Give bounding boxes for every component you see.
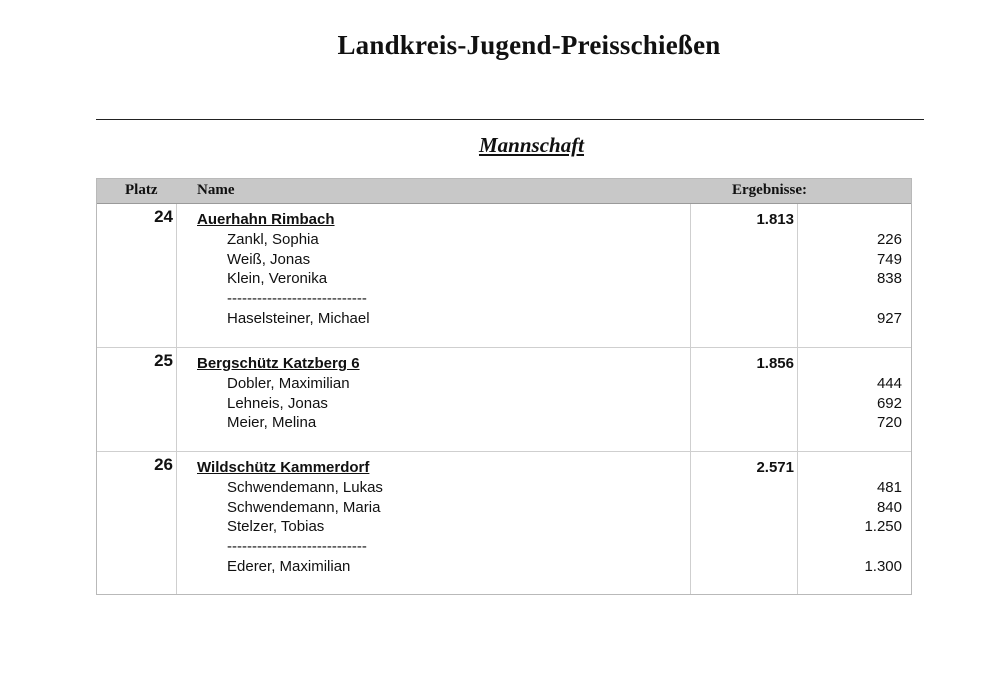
team-name: Auerhahn Rimbach [197,211,335,228]
team-group [97,204,911,348]
team-total: 2.571 [756,459,794,476]
team-total: 1.856 [756,355,794,372]
score-list [797,478,902,576]
section-title: Mannschaft [478,133,585,157]
score-list [797,230,902,328]
member-score: 927 [876,309,902,327]
member-score [797,289,902,309]
member-list [227,374,350,433]
member-name: Meier, Melina [227,414,317,432]
member-score: 692 [876,394,902,412]
header-ergebnisse: Ergebnisse: [732,182,807,198]
member-name: Stelzer, Tobias [227,518,325,536]
member-list [227,230,370,328]
team-place: 26 [154,455,173,474]
member-score: 1.300 [864,557,902,575]
header-platz: Platz [125,182,158,198]
member-score: 749 [876,250,902,268]
team-group [97,452,911,594]
member-name: Ederer, Maximilian [227,557,351,575]
member-name: Dobler, Maximilian [227,375,350,392]
member-score: 226 [876,231,902,248]
title-divider [96,119,924,120]
member-name: Zankl, Sophia [227,231,319,248]
member-name: Weiß, Jonas [227,250,311,268]
results-table [96,178,912,595]
member-name: Schwendemann, Lukas [227,479,383,496]
member-score: 838 [876,270,902,288]
member-score: 1.250 [864,518,902,536]
member-list [227,478,383,576]
member-score: 840 [876,498,902,516]
team-total: 1.813 [756,211,794,228]
member-name: Lehneis, Jonas [227,394,328,412]
table-header [97,179,911,204]
team-group [97,348,911,452]
member-name: Schwendemann, Maria [227,498,381,516]
team-place: 24 [154,207,173,226]
member-score: 444 [876,375,902,392]
member-name: Klein, Veronika [227,270,328,288]
member-name: Haselsteiner, Michael [227,309,370,327]
team-name: Wildschütz Kammerdorf [197,459,370,476]
team-place: 25 [154,351,173,370]
member-score [797,537,902,557]
member-score: 720 [876,414,902,432]
separator-line: ---------------------------- [227,538,367,556]
separator-line: ---------------------------- [227,290,367,308]
document-title: Landkreis-Jugend-Preisschießen [337,30,721,60]
member-score: 481 [876,479,902,496]
header-name: Name [197,182,235,198]
team-name: Bergschütz Katzberg 6 [197,355,360,372]
score-list [797,374,902,433]
